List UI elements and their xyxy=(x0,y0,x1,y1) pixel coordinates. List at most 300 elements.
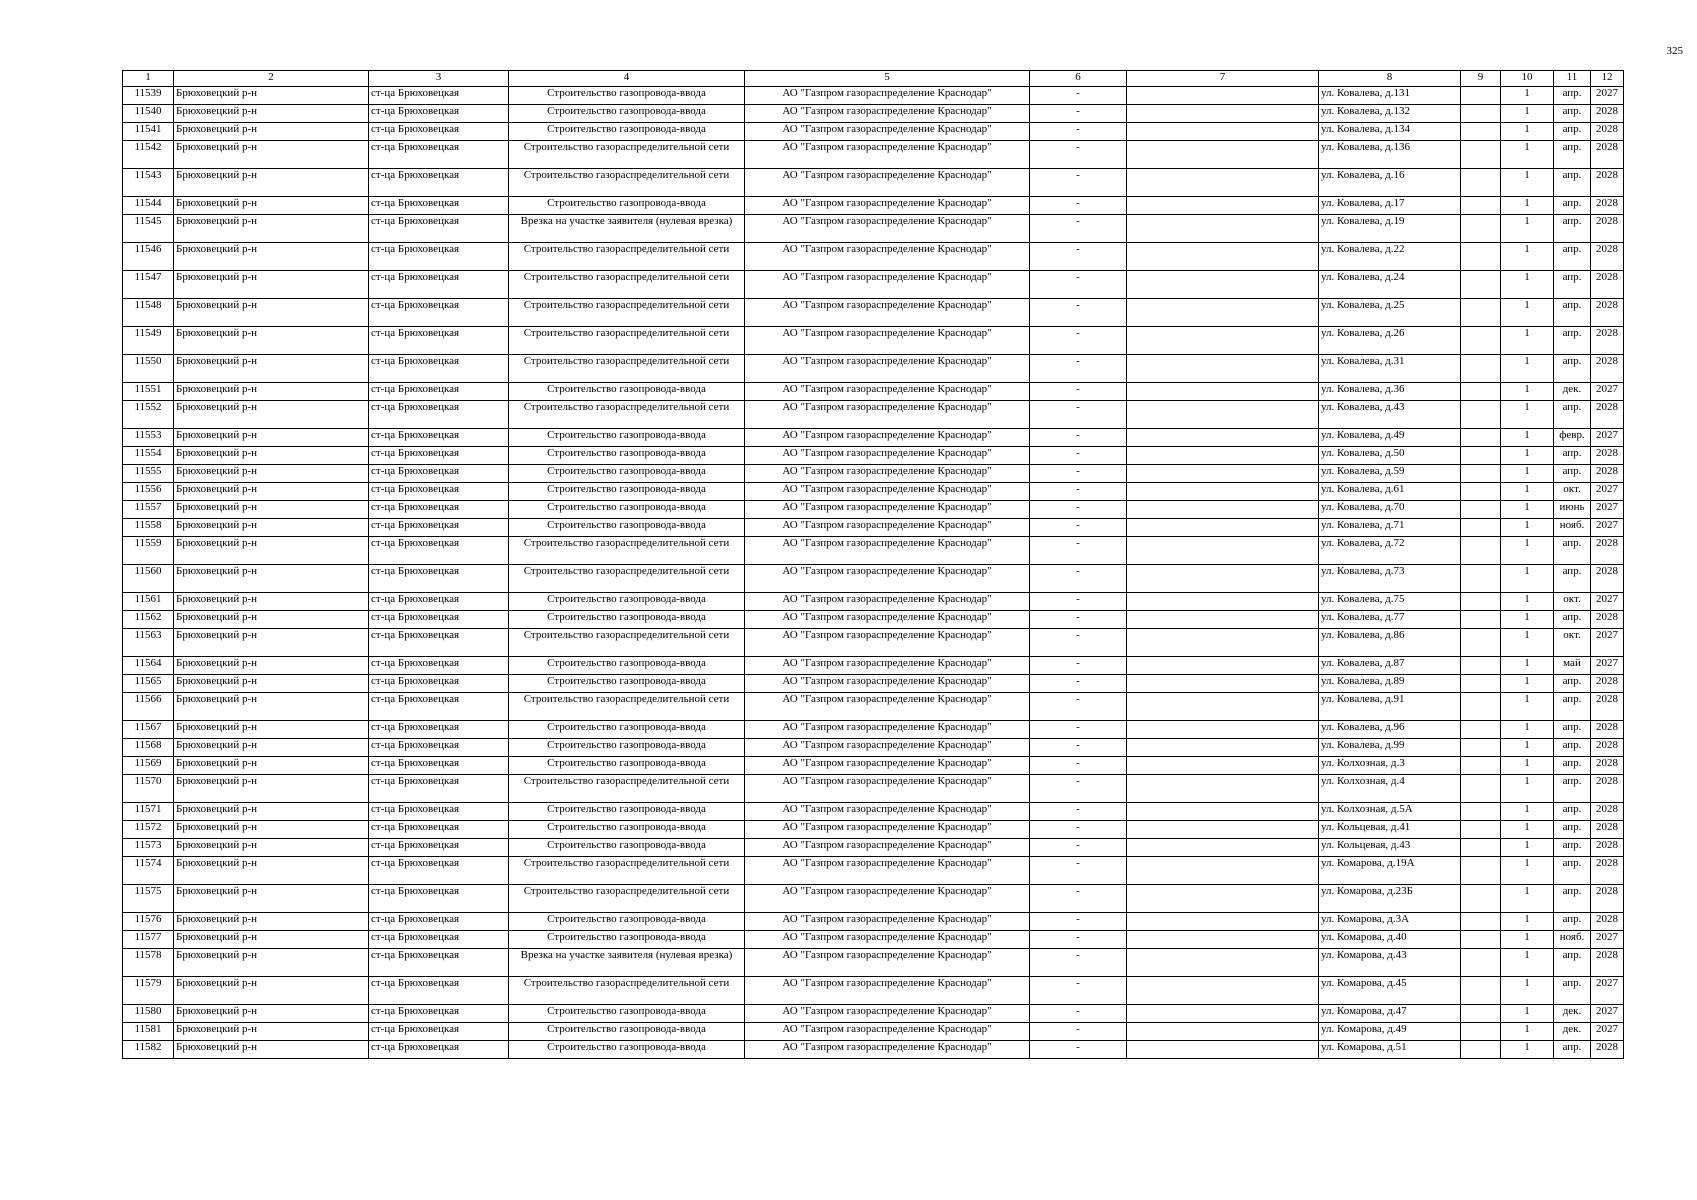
record-number-cell: 11577 xyxy=(123,931,174,949)
organization-cell: АО "Газпром газораспределение Краснодар" xyxy=(745,839,1030,857)
organization-cell: АО "Газпром газораспределение Краснодар" xyxy=(745,775,1030,803)
address-cell: ул. Ковалева, д.25 xyxy=(1319,299,1461,327)
settlement-cell: ст-ца Брюховецкая xyxy=(369,739,509,757)
year-cell: 2028 xyxy=(1591,123,1624,141)
address-cell: ул. Кольцевая, д.41 xyxy=(1319,821,1461,839)
settlement-cell: ст-ца Брюховецкая xyxy=(369,611,509,629)
district-cell: Брюховецкий р-н xyxy=(174,519,369,537)
address-cell: ул. Ковалева, д.50 xyxy=(1319,447,1461,465)
address-cell: ул. Ковалева, д.70 xyxy=(1319,501,1461,519)
col7-value-cell xyxy=(1127,197,1319,215)
work-type-cell: Строительство газопровода-ввода xyxy=(509,123,745,141)
settlement-cell: ст-ца Брюховецкая xyxy=(369,271,509,299)
quantity-cell: 1 xyxy=(1501,675,1554,693)
table-row xyxy=(123,465,1624,483)
address-cell: ул. Комарова, д.45 xyxy=(1319,977,1461,1005)
settlement-cell: ст-ца Брюховецкая xyxy=(369,401,509,429)
col7-value-cell xyxy=(1127,1005,1319,1023)
col6-value-cell: - xyxy=(1030,501,1127,519)
table-row xyxy=(123,629,1624,657)
col9-value-cell xyxy=(1461,141,1501,169)
table-row xyxy=(123,537,1624,565)
table-row xyxy=(123,657,1624,675)
year-cell: 2028 xyxy=(1591,857,1624,885)
quantity-cell: 1 xyxy=(1501,857,1554,885)
col9-value-cell xyxy=(1461,657,1501,675)
col6-value-cell: - xyxy=(1030,1041,1127,1059)
record-number-cell: 11550 xyxy=(123,355,174,383)
col6-value-cell: - xyxy=(1030,105,1127,123)
col7-value-cell xyxy=(1127,401,1319,429)
district-cell: Брюховецкий р-н xyxy=(174,87,369,105)
header-cell: 1 xyxy=(123,71,174,87)
table-row xyxy=(123,775,1624,803)
month-cell: нояб. xyxy=(1554,519,1591,537)
col9-value-cell xyxy=(1461,593,1501,611)
address-cell: ул. Комарова, д.3А xyxy=(1319,913,1461,931)
record-number-cell: 11570 xyxy=(123,775,174,803)
organization-cell: АО "Газпром газораспределение Краснодар" xyxy=(745,885,1030,913)
settlement-cell: ст-ца Брюховецкая xyxy=(369,355,509,383)
organization-cell: АО "Газпром газораспределение Краснодар" xyxy=(745,537,1030,565)
month-cell: апр. xyxy=(1554,215,1591,243)
record-number-cell: 11555 xyxy=(123,465,174,483)
month-cell: нояб. xyxy=(1554,931,1591,949)
settlement-cell: ст-ца Брюховецкая xyxy=(369,565,509,593)
settlement-cell: ст-ца Брюховецкая xyxy=(369,629,509,657)
col6-value-cell: - xyxy=(1030,271,1127,299)
address-cell: ул. Ковалева, д.96 xyxy=(1319,721,1461,739)
record-number-cell: 11580 xyxy=(123,1005,174,1023)
quantity-cell: 1 xyxy=(1501,657,1554,675)
settlement-cell: ст-ца Брюховецкая xyxy=(369,913,509,931)
organization-cell: АО "Газпром газораспределение Краснодар" xyxy=(745,87,1030,105)
col7-value-cell xyxy=(1127,355,1319,383)
col9-value-cell xyxy=(1461,565,1501,593)
col6-value-cell: - xyxy=(1030,949,1127,977)
record-number-cell: 11563 xyxy=(123,629,174,657)
record-number-cell: 11544 xyxy=(123,197,174,215)
table-row xyxy=(123,1041,1624,1059)
col9-value-cell xyxy=(1461,87,1501,105)
work-type-cell: Строительство газораспределительной сети xyxy=(509,775,745,803)
work-type-cell: Строительство газопровода-ввода xyxy=(509,803,745,821)
quantity-cell: 1 xyxy=(1501,215,1554,243)
organization-cell: АО "Газпром газораспределение Краснодар" xyxy=(745,327,1030,355)
month-cell: апр. xyxy=(1554,977,1591,1005)
year-cell: 2027 xyxy=(1591,977,1624,1005)
table-row xyxy=(123,519,1624,537)
quantity-cell: 1 xyxy=(1501,739,1554,757)
record-number-cell: 11540 xyxy=(123,105,174,123)
organization-cell: АО "Газпром газораспределение Краснодар" xyxy=(745,123,1030,141)
organization-cell: АО "Газпром газораспределение Краснодар" xyxy=(745,383,1030,401)
month-cell: апр. xyxy=(1554,169,1591,197)
work-type-cell: Строительство газопровода-ввода xyxy=(509,429,745,447)
quantity-cell: 1 xyxy=(1501,383,1554,401)
work-type-cell: Строительство газопровода-ввода xyxy=(509,657,745,675)
year-cell: 2028 xyxy=(1591,821,1624,839)
settlement-cell: ст-ца Брюховецкая xyxy=(369,105,509,123)
address-cell: ул. Ковалева, д.71 xyxy=(1319,519,1461,537)
col6-value-cell: - xyxy=(1030,593,1127,611)
address-cell: ул. Ковалева, д.72 xyxy=(1319,537,1461,565)
col7-value-cell xyxy=(1127,757,1319,775)
table-row xyxy=(123,693,1624,721)
col6-value-cell: - xyxy=(1030,629,1127,657)
record-number-cell: 11582 xyxy=(123,1041,174,1059)
month-cell: апр. xyxy=(1554,141,1591,169)
col7-value-cell xyxy=(1127,519,1319,537)
col6-value-cell: - xyxy=(1030,739,1127,757)
district-cell: Брюховецкий р-н xyxy=(174,657,369,675)
district-cell: Брюховецкий р-н xyxy=(174,593,369,611)
table-row xyxy=(123,401,1624,429)
table-row xyxy=(123,299,1624,327)
col6-value-cell: - xyxy=(1030,299,1127,327)
col9-value-cell xyxy=(1461,885,1501,913)
month-cell: апр. xyxy=(1554,775,1591,803)
settlement-cell: ст-ца Брюховецкая xyxy=(369,383,509,401)
col9-value-cell xyxy=(1461,215,1501,243)
district-cell: Брюховецкий р-н xyxy=(174,141,369,169)
work-type-cell: Строительство газораспределительной сети xyxy=(509,977,745,1005)
month-cell: февр. xyxy=(1554,429,1591,447)
month-cell: апр. xyxy=(1554,675,1591,693)
address-cell: ул. Комарова, д.40 xyxy=(1319,931,1461,949)
organization-cell: АО "Газпром газораспределение Краснодар" xyxy=(745,141,1030,169)
record-number-cell: 11558 xyxy=(123,519,174,537)
organization-cell: АО "Газпром газораспределение Краснодар" xyxy=(745,913,1030,931)
district-cell: Брюховецкий р-н xyxy=(174,675,369,693)
address-cell: ул. Комарова, д.43 xyxy=(1319,949,1461,977)
year-cell: 2028 xyxy=(1591,465,1624,483)
table-row xyxy=(123,501,1624,519)
address-cell: ул. Ковалева, д.136 xyxy=(1319,141,1461,169)
year-cell: 2028 xyxy=(1591,949,1624,977)
col6-value-cell: - xyxy=(1030,913,1127,931)
work-type-cell: Строительство газораспределительной сети xyxy=(509,355,745,383)
header-cell: 3 xyxy=(369,71,509,87)
organization-cell: АО "Газпром газораспределение Краснодар" xyxy=(745,611,1030,629)
table-row xyxy=(123,757,1624,775)
year-cell: 2028 xyxy=(1591,803,1624,821)
col9-value-cell xyxy=(1461,913,1501,931)
col6-value-cell: - xyxy=(1030,141,1127,169)
year-cell: 2027 xyxy=(1591,1005,1624,1023)
work-type-cell: Строительство газопровода-ввода xyxy=(509,721,745,739)
district-cell: Брюховецкий р-н xyxy=(174,465,369,483)
quantity-cell: 1 xyxy=(1501,757,1554,775)
year-cell: 2028 xyxy=(1591,243,1624,271)
month-cell: апр. xyxy=(1554,913,1591,931)
col7-value-cell xyxy=(1127,429,1319,447)
organization-cell: АО "Газпром газораспределение Краснодар" xyxy=(745,931,1030,949)
month-cell: апр. xyxy=(1554,821,1591,839)
col6-value-cell: - xyxy=(1030,611,1127,629)
settlement-cell: ст-ца Брюховецкая xyxy=(369,483,509,501)
table-row xyxy=(123,839,1624,857)
record-number-cell: 11566 xyxy=(123,693,174,721)
table-row xyxy=(123,931,1624,949)
quantity-cell: 1 xyxy=(1501,1005,1554,1023)
year-cell: 2028 xyxy=(1591,1041,1624,1059)
settlement-cell: ст-ца Брюховецкая xyxy=(369,803,509,821)
work-type-cell: Строительство газораспределительной сети xyxy=(509,537,745,565)
month-cell: апр. xyxy=(1554,327,1591,355)
quantity-cell: 1 xyxy=(1501,429,1554,447)
district-cell: Брюховецкий р-н xyxy=(174,429,369,447)
quantity-cell: 1 xyxy=(1501,197,1554,215)
address-cell: ул. Ковалева, д.49 xyxy=(1319,429,1461,447)
col6-value-cell: - xyxy=(1030,1023,1127,1041)
month-cell: апр. xyxy=(1554,739,1591,757)
address-cell: ул. Ковалева, д.134 xyxy=(1319,123,1461,141)
district-cell: Брюховецкий р-н xyxy=(174,299,369,327)
col7-value-cell xyxy=(1127,657,1319,675)
month-cell: апр. xyxy=(1554,537,1591,565)
month-cell: апр. xyxy=(1554,611,1591,629)
quantity-cell: 1 xyxy=(1501,931,1554,949)
quantity-cell: 1 xyxy=(1501,611,1554,629)
col7-value-cell xyxy=(1127,271,1319,299)
record-number-cell: 11576 xyxy=(123,913,174,931)
settlement-cell: ст-ца Брюховецкая xyxy=(369,775,509,803)
work-type-cell: Строительство газораспределительной сети xyxy=(509,885,745,913)
table-row xyxy=(123,483,1624,501)
district-cell: Брюховецкий р-н xyxy=(174,105,369,123)
year-cell: 2028 xyxy=(1591,565,1624,593)
organization-cell: АО "Газпром газораспределение Краснодар" xyxy=(745,447,1030,465)
quantity-cell: 1 xyxy=(1501,105,1554,123)
address-cell: ул. Ковалева, д.26 xyxy=(1319,327,1461,355)
col7-value-cell xyxy=(1127,977,1319,1005)
header-cell: 7 xyxy=(1127,71,1319,87)
year-cell: 2027 xyxy=(1591,501,1624,519)
district-cell: Брюховецкий р-н xyxy=(174,447,369,465)
work-type-cell: Строительство газопровода-ввода xyxy=(509,465,745,483)
district-cell: Брюховецкий р-н xyxy=(174,693,369,721)
quantity-cell: 1 xyxy=(1501,565,1554,593)
organization-cell: АО "Газпром газораспределение Краснодар" xyxy=(745,593,1030,611)
table-row xyxy=(123,243,1624,271)
header-cell: 11 xyxy=(1554,71,1591,87)
month-cell: апр. xyxy=(1554,447,1591,465)
address-cell: ул. Ковалева, д.22 xyxy=(1319,243,1461,271)
quantity-cell: 1 xyxy=(1501,537,1554,565)
record-number-cell: 11560 xyxy=(123,565,174,593)
address-cell: ул. Ковалева, д.31 xyxy=(1319,355,1461,383)
district-cell: Брюховецкий р-н xyxy=(174,949,369,977)
record-number-cell: 11543 xyxy=(123,169,174,197)
district-cell: Брюховецкий р-н xyxy=(174,739,369,757)
col6-value-cell: - xyxy=(1030,657,1127,675)
table-row xyxy=(123,739,1624,757)
col6-value-cell: - xyxy=(1030,197,1127,215)
quantity-cell: 1 xyxy=(1501,87,1554,105)
record-number-cell: 11552 xyxy=(123,401,174,429)
col6-value-cell: - xyxy=(1030,931,1127,949)
settlement-cell: ст-ца Брюховецкая xyxy=(369,721,509,739)
col7-value-cell xyxy=(1127,465,1319,483)
col9-value-cell xyxy=(1461,977,1501,1005)
settlement-cell: ст-ца Брюховецкая xyxy=(369,243,509,271)
year-cell: 2028 xyxy=(1591,721,1624,739)
col6-value-cell: - xyxy=(1030,215,1127,243)
work-type-cell: Строительство газопровода-ввода xyxy=(509,87,745,105)
col9-value-cell xyxy=(1461,775,1501,803)
district-cell: Брюховецкий р-н xyxy=(174,197,369,215)
address-cell: ул. Комарова, д.49 xyxy=(1319,1023,1461,1041)
month-cell: окт. xyxy=(1554,483,1591,501)
quantity-cell: 1 xyxy=(1501,885,1554,913)
quantity-cell: 1 xyxy=(1501,401,1554,429)
quantity-cell: 1 xyxy=(1501,693,1554,721)
settlement-cell: ст-ца Брюховецкая xyxy=(369,857,509,885)
work-type-cell: Строительство газопровода-ввода xyxy=(509,739,745,757)
settlement-cell: ст-ца Брюховецкая xyxy=(369,977,509,1005)
table-row xyxy=(123,215,1624,243)
col7-value-cell xyxy=(1127,537,1319,565)
district-cell: Брюховецкий р-н xyxy=(174,721,369,739)
col7-value-cell xyxy=(1127,87,1319,105)
address-cell: ул. Ковалева, д.99 xyxy=(1319,739,1461,757)
settlement-cell: ст-ца Брюховецкая xyxy=(369,675,509,693)
district-cell: Брюховецкий р-н xyxy=(174,629,369,657)
quantity-cell: 1 xyxy=(1501,465,1554,483)
table-row xyxy=(123,355,1624,383)
district-cell: Брюховецкий р-н xyxy=(174,537,369,565)
record-number-cell: 11559 xyxy=(123,537,174,565)
month-cell: апр. xyxy=(1554,565,1591,593)
district-cell: Брюховецкий р-н xyxy=(174,271,369,299)
settlement-cell: ст-ца Брюховецкая xyxy=(369,537,509,565)
record-number-cell: 11557 xyxy=(123,501,174,519)
table-row xyxy=(123,721,1624,739)
col7-value-cell xyxy=(1127,629,1319,657)
settlement-cell: ст-ца Брюховецкая xyxy=(369,593,509,611)
month-cell: апр. xyxy=(1554,949,1591,977)
col7-value-cell xyxy=(1127,913,1319,931)
col7-value-cell xyxy=(1127,721,1319,739)
district-cell: Брюховецкий р-н xyxy=(174,355,369,383)
record-number-cell: 11554 xyxy=(123,447,174,465)
address-cell: ул. Колхозная, д.4 xyxy=(1319,775,1461,803)
settlement-cell: ст-ца Брюховецкая xyxy=(369,757,509,775)
year-cell: 2028 xyxy=(1591,885,1624,913)
organization-cell: АО "Газпром газораспределение Краснодар" xyxy=(745,519,1030,537)
record-number-cell: 11568 xyxy=(123,739,174,757)
organization-cell: АО "Газпром газораспределение Краснодар" xyxy=(745,629,1030,657)
record-number-cell: 11539 xyxy=(123,87,174,105)
registry-table xyxy=(122,70,1624,1059)
col6-value-cell: - xyxy=(1030,355,1127,383)
col6-value-cell: - xyxy=(1030,977,1127,1005)
year-cell: 2028 xyxy=(1591,215,1624,243)
organization-cell: АО "Газпром газораспределение Краснодар" xyxy=(745,299,1030,327)
col9-value-cell xyxy=(1461,429,1501,447)
col7-value-cell xyxy=(1127,169,1319,197)
col7-value-cell xyxy=(1127,383,1319,401)
col6-value-cell: - xyxy=(1030,465,1127,483)
col7-value-cell xyxy=(1127,675,1319,693)
header-cell: 2 xyxy=(174,71,369,87)
work-type-cell: Строительство газопровода-ввода xyxy=(509,821,745,839)
district-cell: Брюховецкий р-н xyxy=(174,383,369,401)
table-row xyxy=(123,885,1624,913)
table-row xyxy=(123,197,1624,215)
quantity-cell: 1 xyxy=(1501,447,1554,465)
settlement-cell: ст-ца Брюховецкая xyxy=(369,1041,509,1059)
year-cell: 2028 xyxy=(1591,355,1624,383)
record-number-cell: 11579 xyxy=(123,977,174,1005)
col6-value-cell: - xyxy=(1030,447,1127,465)
organization-cell: АО "Газпром газораспределение Краснодар" xyxy=(745,803,1030,821)
month-cell: апр. xyxy=(1554,839,1591,857)
month-cell: апр. xyxy=(1554,87,1591,105)
col9-value-cell xyxy=(1461,355,1501,383)
organization-cell: АО "Газпром газораспределение Краснодар" xyxy=(745,105,1030,123)
address-cell: ул. Ковалева, д.77 xyxy=(1319,611,1461,629)
district-cell: Брюховецкий р-н xyxy=(174,931,369,949)
work-type-cell: Строительство газопровода-ввода xyxy=(509,1041,745,1059)
table-row xyxy=(123,821,1624,839)
col6-value-cell: - xyxy=(1030,693,1127,721)
table-row xyxy=(123,949,1624,977)
table-row xyxy=(123,611,1624,629)
year-cell: 2027 xyxy=(1591,1023,1624,1041)
organization-cell: АО "Газпром газораспределение Краснодар" xyxy=(745,465,1030,483)
year-cell: 2027 xyxy=(1591,383,1624,401)
col6-value-cell: - xyxy=(1030,721,1127,739)
organization-cell: АО "Газпром газораспределение Краснодар" xyxy=(745,821,1030,839)
year-cell: 2028 xyxy=(1591,169,1624,197)
col9-value-cell xyxy=(1461,243,1501,271)
district-cell: Брюховецкий р-н xyxy=(174,565,369,593)
district-cell: Брюховецкий р-н xyxy=(174,401,369,429)
table-row xyxy=(123,271,1624,299)
col9-value-cell xyxy=(1461,857,1501,885)
col9-value-cell xyxy=(1461,483,1501,501)
organization-cell: АО "Газпром газораспределение Краснодар" xyxy=(745,197,1030,215)
col9-value-cell xyxy=(1461,501,1501,519)
record-number-cell: 11547 xyxy=(123,271,174,299)
month-cell: дек. xyxy=(1554,1005,1591,1023)
organization-cell: АО "Газпром газораспределение Краснодар" xyxy=(745,215,1030,243)
district-cell: Брюховецкий р-н xyxy=(174,821,369,839)
address-cell: ул. Ковалева, д.73 xyxy=(1319,565,1461,593)
work-type-cell: Строительство газопровода-ввода xyxy=(509,757,745,775)
address-cell: ул. Колхозная, д.3 xyxy=(1319,757,1461,775)
year-cell: 2028 xyxy=(1591,675,1624,693)
col9-value-cell xyxy=(1461,465,1501,483)
quantity-cell: 1 xyxy=(1501,123,1554,141)
col9-value-cell xyxy=(1461,519,1501,537)
col9-value-cell xyxy=(1461,739,1501,757)
district-cell: Брюховецкий р-н xyxy=(174,1041,369,1059)
quantity-cell: 1 xyxy=(1501,299,1554,327)
year-cell: 2028 xyxy=(1591,401,1624,429)
month-cell: дек. xyxy=(1554,1023,1591,1041)
quantity-cell: 1 xyxy=(1501,1023,1554,1041)
col9-value-cell xyxy=(1461,197,1501,215)
quantity-cell: 1 xyxy=(1501,483,1554,501)
work-type-cell: Строительство газопровода-ввода xyxy=(509,383,745,401)
record-number-cell: 11545 xyxy=(123,215,174,243)
year-cell: 2027 xyxy=(1591,657,1624,675)
record-number-cell: 11553 xyxy=(123,429,174,447)
record-number-cell: 11567 xyxy=(123,721,174,739)
